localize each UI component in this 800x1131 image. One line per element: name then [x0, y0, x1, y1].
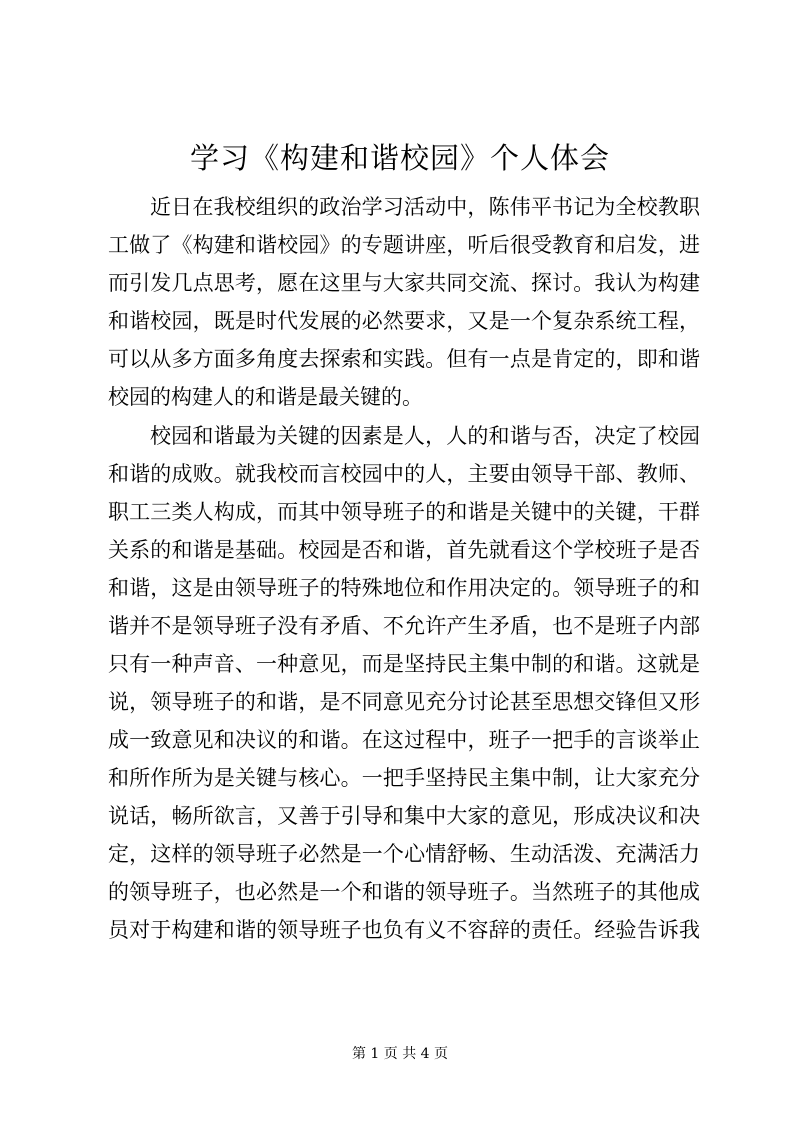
text-line: 说话，畅所欲言，又善于引导和集中大家的意见，形成决议和决 — [108, 804, 700, 828]
page-footer: 第 1 页 共 4 页 — [351, 1046, 449, 1062]
text-line: 定，这样的领导班子必然是一个心情舒畅、生动活泼、充满活力 — [108, 842, 700, 866]
text-line: 校园和谐最为关键的因素是人，人的和谐与否，决定了校园 — [150, 424, 700, 448]
text-line: 职工三类人构成，而其中领导班子的和谐是关键中的关键，干群 — [108, 500, 700, 524]
text-line: 关系的和谐是基础。校园是否和谐，首先就看这个学校班子是否 — [108, 538, 700, 562]
text-line: 员对于构建和谐的领导班子也负有义不容辞的责任。经验告诉我 — [108, 918, 700, 942]
text-line: 谐并不是领导班子没有矛盾、不允许产生矛盾，也不是班子内部 — [108, 614, 700, 638]
text-line: 而引发几点思考，愿在这里与大家共同交流、探讨。我认为构建 — [108, 271, 700, 295]
text-line: 和所作所为是关键与核心。一把手坚持民主集中制，让大家充分 — [108, 766, 700, 790]
text-line: 和谐校园，既是时代发展的必然要求，又是一个复杂系统工程， — [108, 309, 700, 333]
text-line: 近日在我校组织的政治学习活动中，陈伟平书记为全校教职 — [150, 195, 700, 219]
text-line: 和谐的成败。就我校而言校园中的人，主要由领导干部、教师、 — [108, 462, 700, 486]
text-line: 的领导班子，也必然是一个和谐的领导班子。当然班子的其他成 — [108, 880, 700, 904]
text-line: 只有一种声音、一种意见，而是坚持民主集中制的和谐。这就是 — [108, 652, 700, 676]
text-line: 成一致意见和决议的和谐。在这过程中，班子一把手的言谈举止 — [108, 728, 700, 752]
text-line: 说，领导班子的和谐，是不同意见充分讨论甚至思想交锋但又形 — [108, 690, 700, 714]
document-title: 学习《构建和谐校园》个人体会 — [189, 141, 610, 175]
text-line: 和谐，这是由领导班子的特殊地位和作用决定的。领导班子的和 — [108, 576, 700, 600]
text-line: 工做了《构建和谐校园》的专题讲座，听后很受教育和启发，进 — [108, 233, 700, 257]
text-line: 可以从多方面多角度去探索和实践。但有一点是肯定的，即和谐 — [108, 347, 700, 371]
text-line: 校园的构建人的和谐是最关键的。 — [108, 385, 423, 409]
